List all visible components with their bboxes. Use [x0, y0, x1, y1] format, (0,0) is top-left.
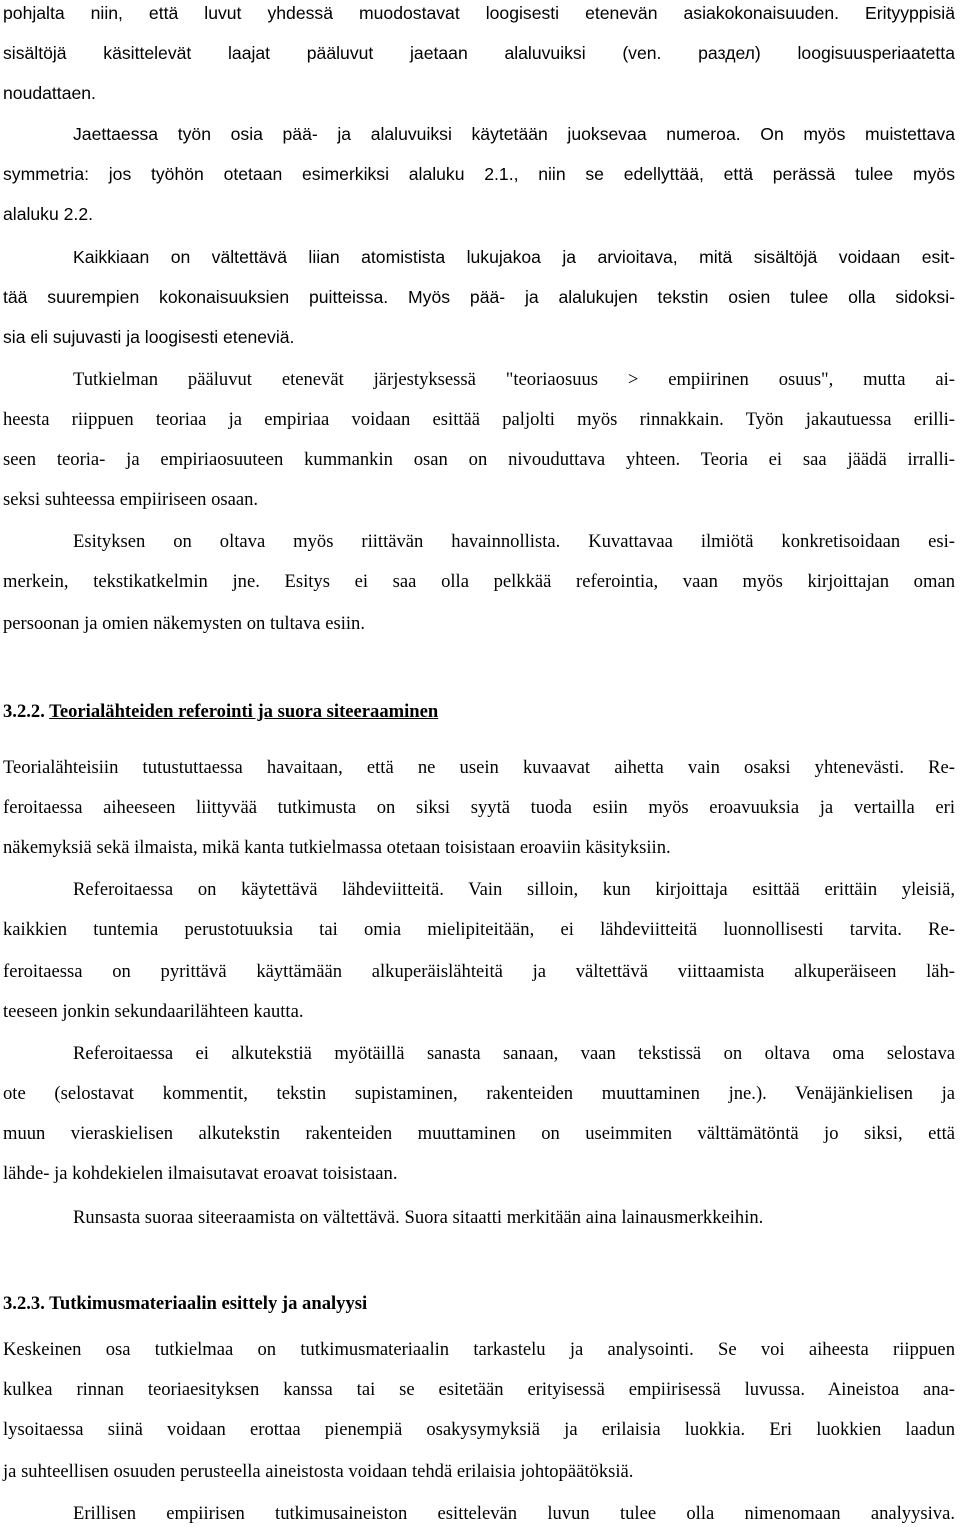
text-line: persoonan ja omien näkemysten on tultava esiin. [3, 613, 365, 634]
text-line: Teorialähteisiin tutustuttaessa havaitaan, että ne usein kuvaavat aihetta vain osaksi yhtenevästi. Re- [3, 757, 955, 778]
text-line: Referoitaessa ei alkutekstiä myötäillä sanasta sanaan, vaan tekstissä on oltava oma selostava [73, 1043, 955, 1064]
text-line: näkemyksiä sekä ilmaista, mikä kanta tutkielmassa otetaan toisistaan eroaviin käsityksiin. [3, 837, 671, 858]
text-line: tää suurempien kokonaisuuksien puitteissa. Myös pää- ja alalukujen tekstin osien tulee olla sidoksi- [3, 287, 955, 307]
text-line: Runsasta suoraa siteeraamista on vältettävä. Suora sitaatti merkitään aina lainausmerkkeihin. [73, 1207, 764, 1228]
text-line: Kaikkiaan on vältettävä liian atomistista lukujakoa ja arvioitava, mitä sisältöjä voidaan esit- [73, 247, 955, 267]
text-line: seksi suhteessa empiiriseen osaan. [3, 489, 259, 510]
text-line: Referoitaessa on käytettävä lähdeviitteitä. Vain silloin, kun kirjoittaja esittää erittäin yleisiä, [73, 879, 955, 900]
text-line: merkein, tekstikatkelmin jne. Esitys ei saa olla pelkkää referointia, vaan myös kirjoittajan oman [3, 571, 955, 592]
text-line: lysoitaessa siinä voidaan erottaa pienempiä osakysymyksiä ja erilaisia luokkia. Eri luokkien laadun [3, 1419, 955, 1440]
section-heading-3-2-3 [3, 1293, 367, 1315]
text-line: teeseen jonkin sekundaarilähteen kautta. [3, 1001, 304, 1022]
text-line: Erillisen empiirisen tutkimusaineiston esittelevän luvun tulee olla nimenomaan analyysiva. [73, 1503, 955, 1524]
section-number: 3.2.3. [3, 1293, 45, 1314]
text-line: Keskeinen osa tutkielmaa on tutkimusmateriaalin tarkastelu ja analysointi. Se voi aiheesta riippuen [3, 1339, 955, 1360]
text-line: Esityksen on oltava myös riittävän havainnollista. Kuvattavaa ilmiötä konkretisoidaan esi- [73, 531, 955, 552]
text-line: feroitaessa on pyrittävä käyttämään alkuperäislähteitä ja vältettävä viittaamista alkuperäiseen läh- [3, 961, 955, 982]
text-line: muun vieraskielisen alkutekstin rakenteiden muuttaminen on useimmiten välttämätöntä jo siksi, että [3, 1123, 955, 1144]
text-line: pohjalta niin, että luvut yhdessä muodostavat loogisesti etenevän asiakokonaisuuden. Erityyppisiä [3, 3, 955, 23]
text-line: heesta riippuen teoriaa ja empiriaa voidaan esittää paljolti myös rinnakkain. Työn jakautuessa erilli- [3, 409, 955, 430]
section-title: Teorialähteiden referointi ja suora siteeraaminen [49, 701, 439, 722]
text-line: kulkea rinnan teoriaesityksen kanssa tai se esitetään erityisessä empiirisessä luvussa. Aineistoa ana- [3, 1379, 955, 1400]
section-title: Tutkimusmateriaalin esittely ja analyysi [49, 1293, 368, 1314]
text-line: sisältöjä käsittelevät laajat pääluvut jaetaan alaluvuiksi (ven. раздел) loogisuusperiaatetta [3, 43, 955, 63]
section-number: 3.2.2. [3, 701, 45, 722]
text-line: sia eli sujuvasti ja loogisesti eteneviä. [3, 327, 295, 347]
text-line: alaluku 2.2. [3, 204, 93, 224]
text-line: feroitaessa aiheeseen liittyvää tutkimusta on siksi syytä tuoda esiin myös eroavuuksia ja vertailla eri [3, 797, 955, 818]
text-line: ote (selostavat kommentit, tekstin supistaminen, rakenteiden muuttaminen jne.). Venäjänkielisen ja [3, 1083, 955, 1104]
text-line: noudattaen. [3, 83, 96, 103]
text-line: kaikkien tuntemia perustotuuksia tai omia mielipiteitään, ei lähdeviitteitä luonnollisesti tarvita. Re- [3, 919, 955, 940]
text-line: lähde- ja kohdekielen ilmaisutavat eroavat toisistaan. [3, 1163, 398, 1184]
text-line: seen teoria- ja empiriaosuuteen kummankin osan on nivouduttava yhteen. Teoria ei saa jäädä irralli- [3, 449, 955, 470]
text-line: ja suhteellisen osuuden perusteella aineistosta voidaan tehdä erilaisia johtopäätöksiä. [3, 1461, 634, 1482]
text-line: symmetria: jos työhön otetaan esimerkiksi alaluku 2.1., niin se edellyttää, että perässä tulee myös [3, 164, 955, 184]
text-line: Tutkielman pääluvut etenevät järjestyksessä "teoriaosuus > empiirinen osuus", mutta ai- [73, 369, 955, 390]
section-heading-3-2-2 [3, 701, 438, 723]
text-line: Jaettaessa työn osia pää- ja alaluvuiksi käytetään juoksevaa numeroa. On myös muistettava [73, 124, 955, 144]
